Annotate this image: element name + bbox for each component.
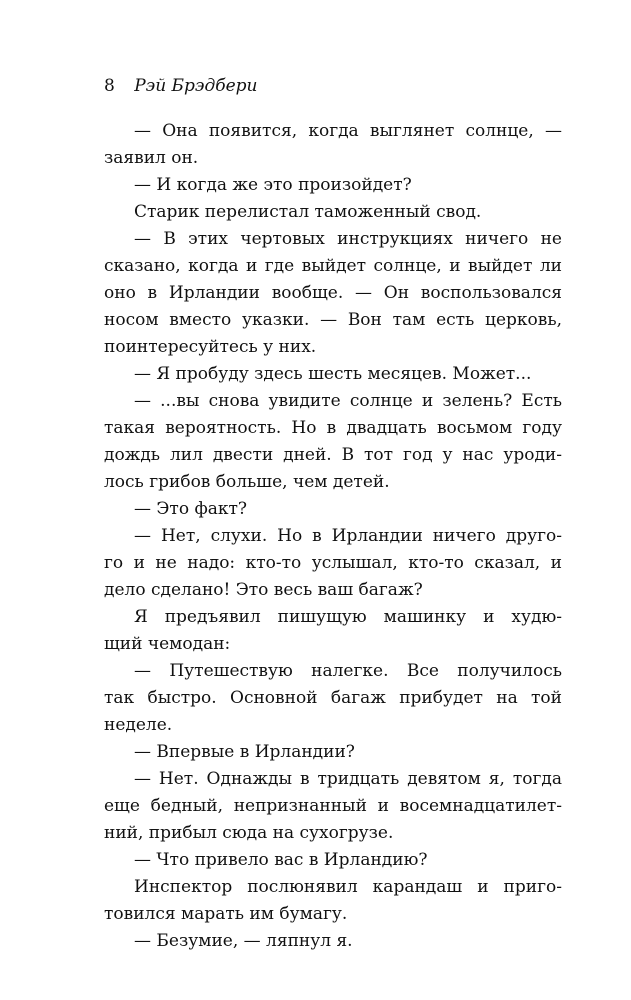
text-line: дождь лил двести дней. В тот год у нас уроди- xyxy=(104,445,562,465)
text-line: Старик перелистал таможенный свод. xyxy=(134,202,482,222)
text-line: неделе. xyxy=(104,715,173,735)
text-line: лось грибов больше, чем детей. xyxy=(104,472,390,492)
text-line: еще бедный, непризнанный и восемнадцатилет- xyxy=(104,796,562,816)
text-line: го и не надо: кто-то услышал, кто-то сказал, и xyxy=(104,553,562,573)
text-line: — Нет. Однажды в тридцать девятом я, тогда xyxy=(134,769,562,789)
text-line: оно в Ирландии вообще. — Он воспользовался xyxy=(104,283,562,303)
text-line: заявил он. xyxy=(104,148,199,168)
text-line: носом вместо указки. — Вон там есть церковь, xyxy=(104,310,562,330)
text-line: — Что привело вас в Ирландию? xyxy=(134,850,428,870)
text-line: — Она появится, когда выглянет солнце, — xyxy=(134,121,562,141)
text-line: Инспектор послюнявил карандаш и приго- xyxy=(134,877,562,897)
text-line: дело сделано! Это весь ваш багаж? xyxy=(104,580,423,600)
text-line: такая вероятность. Но в двадцать восьмом году xyxy=(104,418,562,438)
text-line: — Это факт? xyxy=(134,499,248,519)
body-text xyxy=(104,118,562,955)
running-head-author: Рэй Брэдбери xyxy=(134,76,258,96)
text-line: так быстро. Основной багаж прибудет на той xyxy=(104,688,562,708)
text-line: поинтересуйтесь у них. xyxy=(104,337,317,357)
text-line: — В этих чертовых инструкциях ничего не xyxy=(134,229,562,249)
text-line: — ...вы снова увидите солнце и зелень? Есть xyxy=(134,391,562,411)
text-line: товился марать им бумагу. xyxy=(104,904,348,924)
text-line: — Впервые в Ирландии? xyxy=(134,742,355,762)
text-line: — Я пробуду здесь шесть месяцев. Может... xyxy=(134,364,532,384)
text-line: — И когда же это произойдет? xyxy=(134,175,412,195)
running-head xyxy=(104,74,257,98)
text-line: — Безумие, — ляпнул я. xyxy=(134,931,353,951)
text-line: Я предъявил пишущую машинку и худю- xyxy=(134,607,562,627)
text-line: — Нет, слухи. Но в Ирландии ничего друго- xyxy=(134,526,562,546)
text-line: сказано, когда и где выйдет солнце, и выйдет ли xyxy=(104,256,562,276)
text-line: щий чемодан: xyxy=(104,634,231,654)
page-number: 8 xyxy=(104,76,115,96)
text-line: — Путешествую налегке. Все получилось xyxy=(134,661,562,681)
text-line: ний, прибыл сюда на сухогрузе. xyxy=(104,823,394,843)
